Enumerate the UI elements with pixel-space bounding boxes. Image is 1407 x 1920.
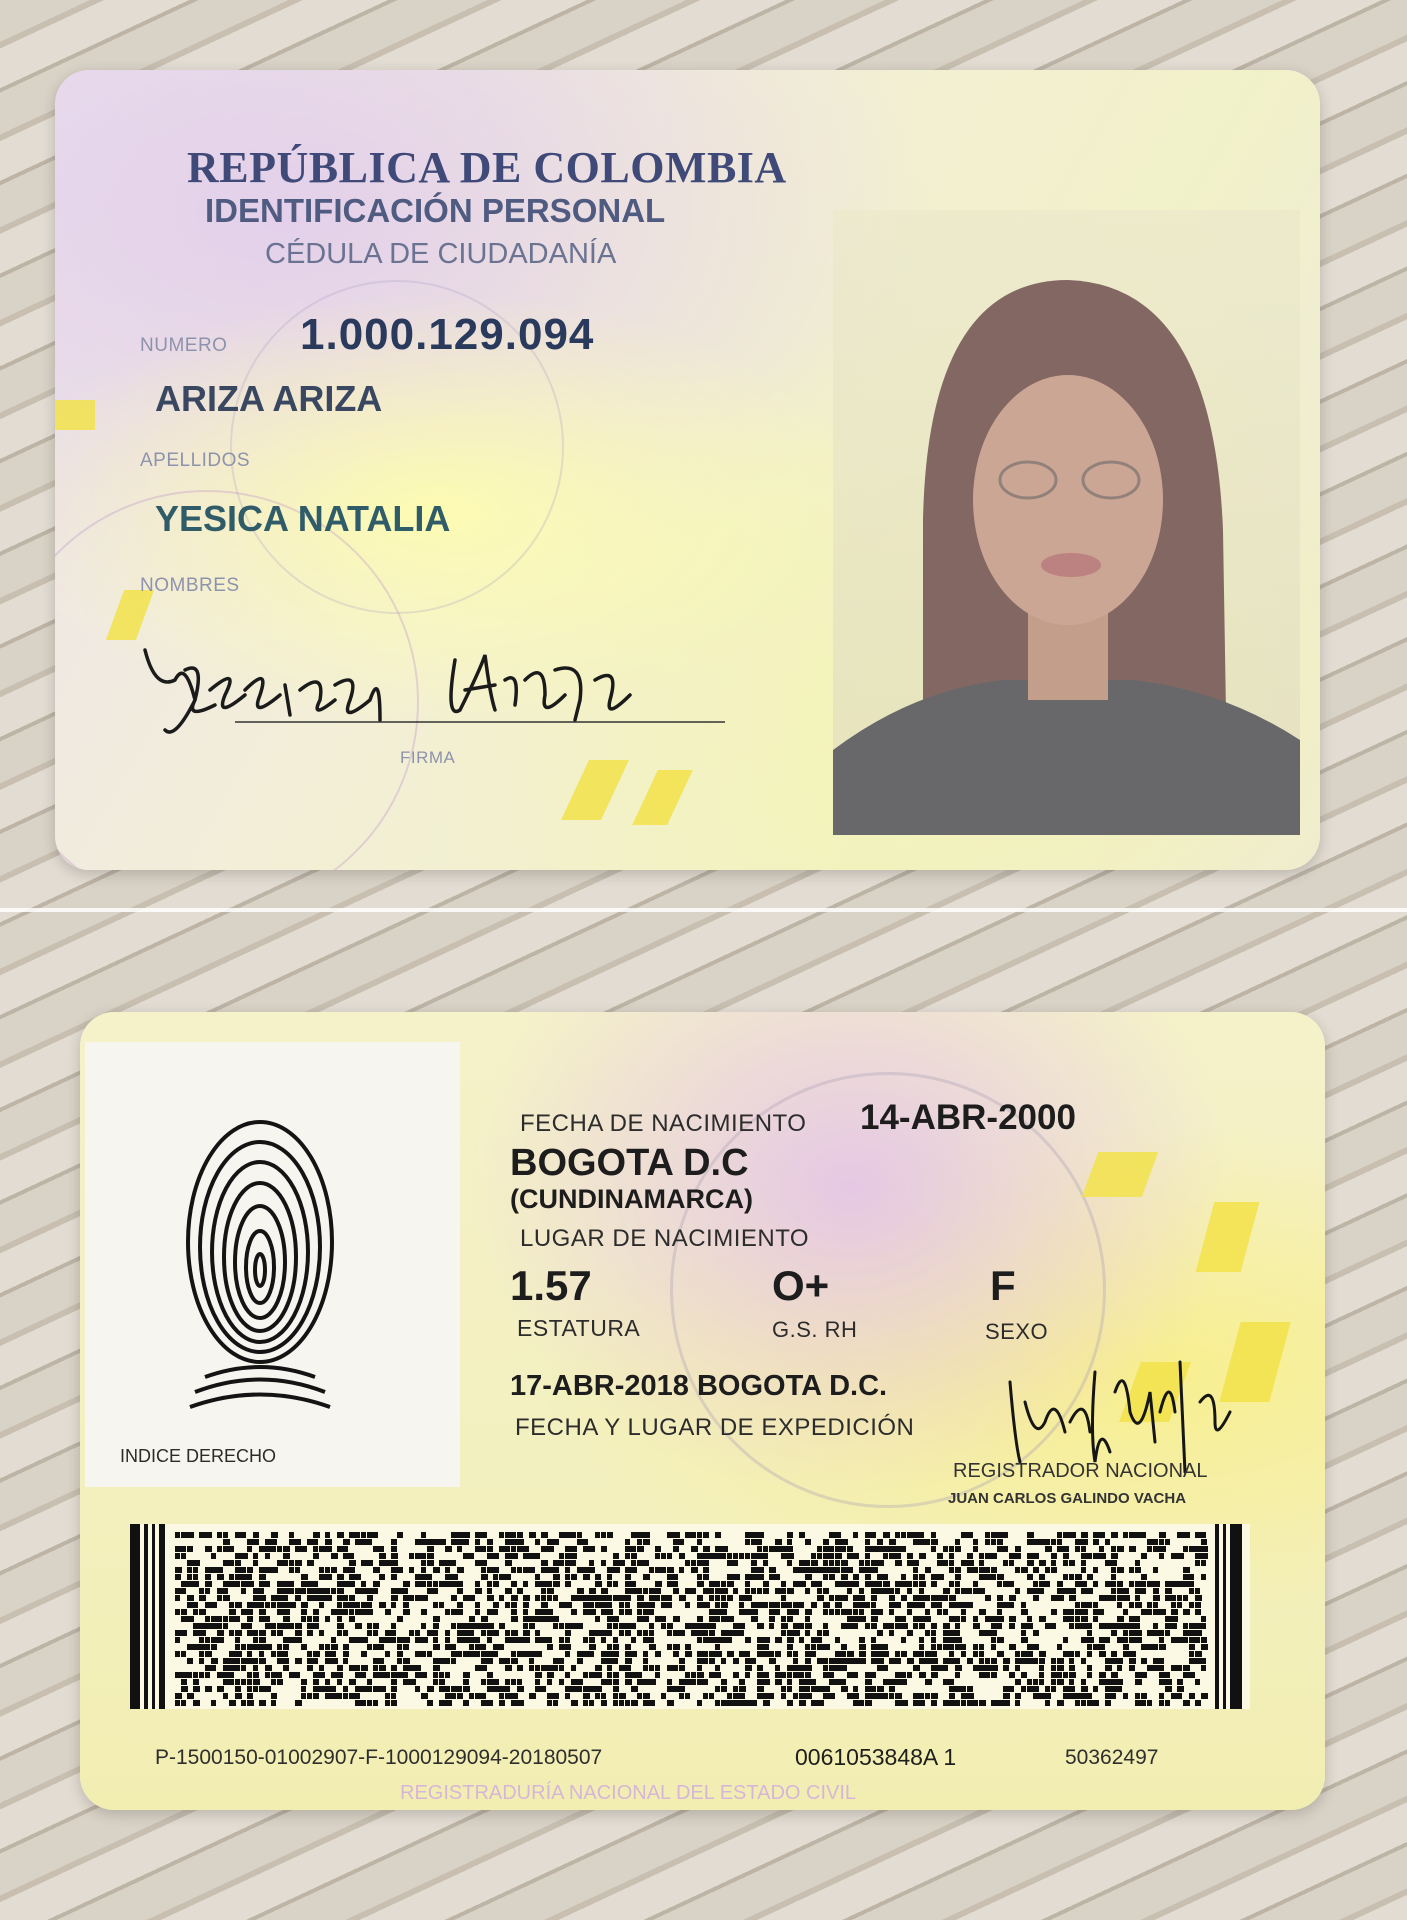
serial-code: 0061053848A 1 — [795, 1744, 957, 1770]
document-type: CÉDULA DE CIUDADANÍA — [265, 238, 617, 270]
holder-photo — [833, 210, 1300, 835]
given-names-label: NOMBRES — [140, 575, 240, 596]
sex-label: SEXO — [985, 1319, 1049, 1344]
registrar-name: JUAN CARLOS GALINDO VACHA — [948, 1490, 1187, 1507]
height-label: ESTATURA — [517, 1315, 641, 1341]
image-divider — [0, 908, 1407, 912]
security-pattern — [561, 760, 629, 820]
birth-date-label: FECHA DE NACIMIENTO — [520, 1110, 807, 1137]
birth-department-value: (CUNDINAMARCA) — [510, 1184, 753, 1214]
registrar-title: REGISTRADOR NACIONAL — [953, 1460, 1208, 1482]
birth-city-value: BOGOTA D.C — [510, 1142, 749, 1184]
security-pattern — [632, 770, 693, 825]
country-title: REPÚBLICA DE COLOMBIA — [187, 143, 787, 192]
blood-type-label: G.S. RH — [772, 1317, 858, 1342]
pdf417-barcode — [130, 1524, 1250, 1709]
fingerprint-image — [175, 1102, 345, 1422]
holder-signature — [125, 630, 825, 740]
blood-type-value: O+ — [772, 1262, 830, 1309]
numero-label: NUMERO — [140, 335, 228, 356]
control-number: 50362497 — [1065, 1746, 1159, 1769]
surname-label: APELLIDOS — [140, 450, 251, 471]
document-code: P-1500150-01002907-F-1000129094-20180507 — [155, 1746, 603, 1769]
id-card-front — [55, 70, 1320, 870]
issue-label: FECHA Y LUGAR DE EXPEDICIÓN — [515, 1414, 915, 1441]
fingerprint-label: INDICE DERECHO — [120, 1446, 277, 1466]
document-title: IDENTIFICACIÓN PERSONAL — [205, 192, 666, 229]
given-names-value: YESICA NATALIA — [155, 498, 451, 539]
security-pattern — [1082, 1152, 1158, 1197]
issue-value: 17-ABR-2018 BOGOTA D.C. — [510, 1370, 888, 1402]
security-pattern — [1196, 1202, 1260, 1272]
birth-date-value: 14-ABR-2000 — [860, 1098, 1076, 1137]
issuer-footer: REGISTRADURÍA NACIONAL DEL ESTADO CIVIL — [400, 1782, 857, 1804]
id-card-back — [80, 1012, 1325, 1810]
height-value: 1.57 — [510, 1262, 592, 1309]
signature-label: FIRMA — [400, 748, 456, 767]
sex-value: F — [990, 1262, 1016, 1309]
surname-value: ARIZA ARIZA — [155, 378, 383, 419]
birth-place-label: LUGAR DE NACIMIENTO — [520, 1225, 810, 1252]
security-pattern — [55, 400, 95, 430]
id-number: 1.000.129.094 — [300, 310, 595, 359]
